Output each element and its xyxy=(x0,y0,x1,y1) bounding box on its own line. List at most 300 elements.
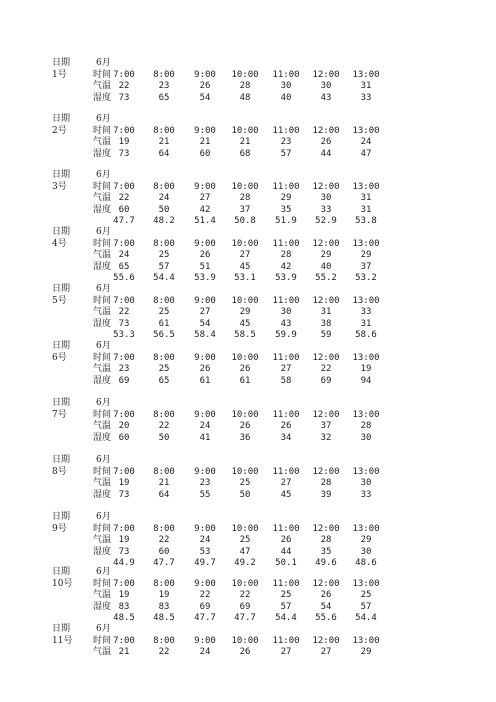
temp-cell: 28 xyxy=(320,478,332,489)
temp-cell: 37 xyxy=(320,421,332,432)
temp-cell: 30 xyxy=(360,478,372,489)
time-cell: 10:00 xyxy=(231,635,259,646)
humidity-cell: 54 xyxy=(199,92,211,103)
humidity-cell: 57 xyxy=(360,601,372,612)
day-label: 1号 xyxy=(52,69,67,80)
temp-cell: 29 xyxy=(320,250,332,261)
temp-cell: 21 xyxy=(118,647,130,658)
temp-cell: 21 xyxy=(158,478,170,489)
month-label: 6月 xyxy=(96,170,111,180)
extra-value-cell: 49.2 xyxy=(234,558,256,569)
temp-cell: 27 xyxy=(199,307,211,318)
humidity-cell: 32 xyxy=(320,432,332,443)
humidity-cell: 42 xyxy=(199,204,211,215)
day-label: 3号 xyxy=(52,181,67,192)
humidity-row-label: 湿度 xyxy=(93,375,112,386)
date-label: 日期 xyxy=(52,512,71,522)
time-cell: 13:00 xyxy=(352,238,380,249)
extra-value-cell: 51.9 xyxy=(275,216,297,227)
time-row-label: 时间 xyxy=(93,125,112,136)
temp-cell: 19 xyxy=(118,478,130,489)
temp-cell: 25 xyxy=(158,307,170,318)
time-cell: 13:00 xyxy=(352,523,380,534)
extra-value-cell: 47.7 xyxy=(113,216,135,227)
temp-cell: 19 xyxy=(360,364,372,375)
day-label: 8号 xyxy=(52,466,67,477)
temp-cell: 25 xyxy=(280,590,292,601)
temp-cell: 28 xyxy=(239,193,251,204)
humidity-cell: 69 xyxy=(199,601,211,612)
temp-cell: 21 xyxy=(158,137,170,148)
humidity-row-label: 湿度 xyxy=(93,546,112,557)
time-cell: 11:00 xyxy=(272,69,300,80)
temp-cell: 24 xyxy=(199,421,211,432)
humidity-cell: 43 xyxy=(280,318,292,329)
temp-cell: 27 xyxy=(199,193,211,204)
month-label: 6月 xyxy=(96,512,111,522)
temp-cell: 29 xyxy=(239,307,251,318)
humidity-cell: 94 xyxy=(360,375,372,386)
time-cell: 11:00 xyxy=(272,466,300,477)
temp-cell: 28 xyxy=(280,250,292,261)
temp-cell: 25 xyxy=(158,250,170,261)
humidity-cell: 50 xyxy=(158,204,170,215)
temp-cell: 23 xyxy=(280,137,292,148)
humidity-cell: 57 xyxy=(158,261,170,272)
time-cell: 7:00 xyxy=(113,352,135,363)
temp-row-label: 气温 xyxy=(93,193,112,204)
temp-cell: 26 xyxy=(239,647,251,658)
temp-cell: 27 xyxy=(280,478,292,489)
time-cell: 7:00 xyxy=(113,181,135,192)
time-cell: 7:00 xyxy=(113,523,135,534)
date-label: 日期 xyxy=(52,341,71,351)
time-cell: 13:00 xyxy=(352,466,380,477)
time-cell: 12:00 xyxy=(312,238,340,249)
humidity-row-label: 湿度 xyxy=(93,432,112,443)
time-cell: 7:00 xyxy=(113,295,135,306)
time-cell: 9:00 xyxy=(194,125,216,136)
temp-cell: 29 xyxy=(360,250,372,261)
humidity-cell: 60 xyxy=(118,204,130,215)
time-row-label: 时间 xyxy=(93,69,112,80)
temp-row-label: 气温 xyxy=(93,307,112,318)
temp-cell: 31 xyxy=(360,193,372,204)
extra-value-cell: 58.4 xyxy=(194,330,216,341)
temp-cell: 25 xyxy=(360,590,372,601)
time-cell: 10:00 xyxy=(231,181,259,192)
humidity-cell: 33 xyxy=(320,204,332,215)
humidity-cell: 50 xyxy=(239,489,251,500)
month-label: 6月 xyxy=(96,284,111,294)
month-label: 6月 xyxy=(96,114,111,124)
humidity-row-label: 湿度 xyxy=(93,148,112,159)
time-cell: 11:00 xyxy=(272,635,300,646)
extra-value-cell: 49.6 xyxy=(315,558,337,569)
extra-value-cell: 51.4 xyxy=(194,216,216,227)
extra-value-cell: 53.9 xyxy=(275,273,297,284)
time-cell: 12:00 xyxy=(312,578,340,589)
humidity-cell: 34 xyxy=(280,432,292,443)
time-cell: 7:00 xyxy=(113,409,135,420)
humidity-cell: 38 xyxy=(320,318,332,329)
temp-cell: 27 xyxy=(320,647,332,658)
extra-value-cell: 48.2 xyxy=(153,216,175,227)
extra-value-cell: 58.5 xyxy=(234,330,256,341)
date-label: 日期 xyxy=(52,284,71,294)
time-row-label: 时间 xyxy=(93,578,112,589)
humidity-cell: 42 xyxy=(280,261,292,272)
humidity-cell: 73 xyxy=(118,318,130,329)
humidity-cell: 64 xyxy=(158,489,170,500)
time-cell: 10:00 xyxy=(231,352,259,363)
temp-cell: 24 xyxy=(118,250,130,261)
time-cell: 11:00 xyxy=(272,125,300,136)
humidity-row-label: 湿度 xyxy=(93,92,112,103)
humidity-cell: 48 xyxy=(239,92,251,103)
humidity-cell: 60 xyxy=(158,546,170,557)
temp-cell: 26 xyxy=(239,364,251,375)
temp-cell: 26 xyxy=(199,364,211,375)
temp-cell: 24 xyxy=(199,535,211,546)
time-cell: 13:00 xyxy=(352,125,380,136)
temp-cell: 25 xyxy=(158,364,170,375)
humidity-cell: 44 xyxy=(280,546,292,557)
humidity-cell: 69 xyxy=(239,601,251,612)
time-cell: 12:00 xyxy=(312,409,340,420)
time-cell: 10:00 xyxy=(231,578,259,589)
humidity-cell: 50 xyxy=(158,432,170,443)
month-label: 6月 xyxy=(96,455,111,465)
humidity-cell: 47 xyxy=(239,546,251,557)
temp-cell: 28 xyxy=(320,535,332,546)
humidity-cell: 83 xyxy=(158,601,170,612)
time-cell: 10:00 xyxy=(231,466,259,477)
time-cell: 12:00 xyxy=(312,466,340,477)
time-cell: 13:00 xyxy=(352,69,380,80)
time-cell: 10:00 xyxy=(231,295,259,306)
time-cell: 7:00 xyxy=(113,69,135,80)
time-row-label: 时间 xyxy=(93,466,112,477)
time-cell: 9:00 xyxy=(194,181,216,192)
humidity-cell: 61 xyxy=(199,375,211,386)
humidity-cell: 65 xyxy=(158,92,170,103)
temp-cell: 31 xyxy=(360,81,372,92)
time-cell: 13:00 xyxy=(352,295,380,306)
humidity-cell: 30 xyxy=(360,546,372,557)
time-row-label: 时间 xyxy=(93,352,112,363)
time-cell: 12:00 xyxy=(312,635,340,646)
time-cell: 10:00 xyxy=(231,238,259,249)
extra-value-cell: 53.8 xyxy=(355,216,377,227)
time-cell: 12:00 xyxy=(312,352,340,363)
humidity-cell: 65 xyxy=(158,375,170,386)
humidity-cell: 69 xyxy=(118,375,130,386)
temp-cell: 22 xyxy=(118,193,130,204)
temp-cell: 31 xyxy=(320,307,332,318)
day-label: 2号 xyxy=(52,125,67,136)
extra-value-cell: 52.9 xyxy=(315,216,337,227)
humidity-row-label: 湿度 xyxy=(93,489,112,500)
temp-row-label: 气温 xyxy=(93,478,112,489)
temp-cell: 22 xyxy=(158,535,170,546)
temp-cell: 19 xyxy=(158,590,170,601)
humidity-cell: 55 xyxy=(199,489,211,500)
humidity-cell: 61 xyxy=(158,318,170,329)
temp-cell: 21 xyxy=(239,137,251,148)
temp-cell: 21 xyxy=(199,137,211,148)
extra-value-cell: 44.9 xyxy=(113,558,135,569)
extra-value-cell: 55.6 xyxy=(113,273,135,284)
humidity-row-label: 湿度 xyxy=(93,318,112,329)
temp-cell: 19 xyxy=(118,535,130,546)
temp-cell: 22 xyxy=(118,81,130,92)
temp-row-label: 气温 xyxy=(93,364,112,375)
extra-value-cell: 49.7 xyxy=(194,558,216,569)
time-row-label: 时间 xyxy=(93,409,112,420)
humidity-cell: 73 xyxy=(118,92,130,103)
time-cell: 9:00 xyxy=(194,295,216,306)
extra-value-cell: 55.6 xyxy=(315,613,337,624)
temp-cell: 22 xyxy=(118,307,130,318)
time-cell: 12:00 xyxy=(312,125,340,136)
time-cell: 12:00 xyxy=(312,523,340,534)
time-cell: 7:00 xyxy=(113,238,135,249)
time-cell: 13:00 xyxy=(352,181,380,192)
humidity-cell: 37 xyxy=(239,204,251,215)
humidity-cell: 54 xyxy=(320,601,332,612)
temp-row-label: 气温 xyxy=(93,535,112,546)
date-label: 日期 xyxy=(52,170,71,180)
humidity-cell: 35 xyxy=(320,546,332,557)
humidity-cell: 60 xyxy=(118,432,130,443)
temp-cell: 25 xyxy=(239,535,251,546)
day-label: 10号 xyxy=(52,578,73,589)
humidity-cell: 39 xyxy=(320,489,332,500)
temp-cell: 23 xyxy=(158,81,170,92)
day-label: 5号 xyxy=(52,295,67,306)
humidity-cell: 33 xyxy=(360,489,372,500)
day-label: 4号 xyxy=(52,238,67,249)
temp-cell: 25 xyxy=(239,478,251,489)
time-cell: 9:00 xyxy=(194,352,216,363)
temp-cell: 23 xyxy=(118,364,130,375)
temp-row-label: 气温 xyxy=(93,590,112,601)
temp-cell: 28 xyxy=(239,81,251,92)
time-cell: 8:00 xyxy=(153,238,175,249)
day-label: 7号 xyxy=(52,409,67,420)
day-label: 11号 xyxy=(52,635,73,646)
temp-cell: 22 xyxy=(158,647,170,658)
time-cell: 11:00 xyxy=(272,523,300,534)
time-cell: 9:00 xyxy=(194,409,216,420)
humidity-row-label: 湿度 xyxy=(93,204,112,215)
temp-row-label: 气温 xyxy=(93,421,112,432)
time-cell: 12:00 xyxy=(312,295,340,306)
humidity-cell: 73 xyxy=(118,546,130,557)
temp-cell: 30 xyxy=(320,193,332,204)
humidity-cell: 68 xyxy=(239,148,251,159)
temp-cell: 22 xyxy=(320,364,332,375)
humidity-cell: 45 xyxy=(239,261,251,272)
temp-cell: 26 xyxy=(280,535,292,546)
date-label: 日期 xyxy=(52,455,71,465)
humidity-cell: 53 xyxy=(199,546,211,557)
humidity-cell: 60 xyxy=(199,148,211,159)
time-cell: 7:00 xyxy=(113,125,135,136)
humidity-cell: 51 xyxy=(199,261,211,272)
extra-value-cell: 48.5 xyxy=(153,613,175,624)
humidity-cell: 40 xyxy=(280,92,292,103)
date-label: 日期 xyxy=(52,114,71,124)
temp-row-label: 气温 xyxy=(93,250,112,261)
time-cell: 8:00 xyxy=(153,466,175,477)
time-cell: 10:00 xyxy=(231,69,259,80)
time-row-label: 时间 xyxy=(93,181,112,192)
month-label: 6月 xyxy=(96,567,111,577)
time-cell: 10:00 xyxy=(231,523,259,534)
time-cell: 12:00 xyxy=(312,181,340,192)
humidity-cell: 33 xyxy=(360,92,372,103)
humidity-cell: 35 xyxy=(280,204,292,215)
time-cell: 11:00 xyxy=(272,578,300,589)
time-cell: 8:00 xyxy=(153,523,175,534)
time-cell: 9:00 xyxy=(194,635,216,646)
temp-cell: 27 xyxy=(280,647,292,658)
extra-value-cell: 54.4 xyxy=(153,273,175,284)
temp-row-label: 气温 xyxy=(93,81,112,92)
temp-cell: 22 xyxy=(239,590,251,601)
time-cell: 11:00 xyxy=(272,409,300,420)
extra-value-cell: 50.8 xyxy=(234,216,256,227)
time-cell: 10:00 xyxy=(231,125,259,136)
temp-cell: 29 xyxy=(360,647,372,658)
temp-cell: 22 xyxy=(158,421,170,432)
humidity-cell: 65 xyxy=(118,261,130,272)
time-cell: 8:00 xyxy=(153,69,175,80)
time-cell: 7:00 xyxy=(113,466,135,477)
humidity-cell: 30 xyxy=(360,432,372,443)
temp-row-label: 气温 xyxy=(93,137,112,148)
extra-value-cell: 50.1 xyxy=(275,558,297,569)
humidity-row-label: 湿度 xyxy=(93,261,112,272)
time-cell: 9:00 xyxy=(194,523,216,534)
humidity-cell: 31 xyxy=(360,204,372,215)
temp-cell: 27 xyxy=(280,364,292,375)
extra-value-cell: 47.7 xyxy=(153,558,175,569)
extra-value-cell: 53.3 xyxy=(113,330,135,341)
humidity-cell: 57 xyxy=(280,601,292,612)
time-cell: 8:00 xyxy=(153,578,175,589)
temp-row-label: 气温 xyxy=(93,647,112,658)
temp-cell: 26 xyxy=(199,250,211,261)
date-label: 日期 xyxy=(52,58,71,68)
humidity-cell: 69 xyxy=(320,375,332,386)
humidity-cell: 31 xyxy=(360,318,372,329)
time-cell: 9:00 xyxy=(194,69,216,80)
time-row-label: 时间 xyxy=(93,238,112,249)
time-cell: 13:00 xyxy=(352,635,380,646)
extra-value-cell: 58.6 xyxy=(355,330,377,341)
humidity-cell: 43 xyxy=(320,92,332,103)
temp-cell: 24 xyxy=(360,137,372,148)
time-cell: 9:00 xyxy=(194,238,216,249)
temp-cell: 24 xyxy=(158,193,170,204)
time-cell: 8:00 xyxy=(153,181,175,192)
date-label: 日期 xyxy=(52,398,71,408)
extra-value-cell: 47.7 xyxy=(194,613,216,624)
time-cell: 12:00 xyxy=(312,69,340,80)
humidity-cell: 47 xyxy=(360,148,372,159)
time-cell: 9:00 xyxy=(194,466,216,477)
temp-cell: 26 xyxy=(320,137,332,148)
temp-cell: 23 xyxy=(199,478,211,489)
temp-cell: 30 xyxy=(280,81,292,92)
extra-value-cell: 54.4 xyxy=(355,613,377,624)
humidity-cell: 40 xyxy=(320,261,332,272)
temp-cell: 19 xyxy=(118,590,130,601)
temp-cell: 24 xyxy=(199,647,211,658)
month-label: 6月 xyxy=(96,341,111,351)
time-cell: 13:00 xyxy=(352,409,380,420)
extra-value-cell: 47.7 xyxy=(234,613,256,624)
temp-cell: 19 xyxy=(118,137,130,148)
humidity-cell: 73 xyxy=(118,148,130,159)
extra-value-cell: 59.9 xyxy=(275,330,297,341)
day-label: 9号 xyxy=(52,523,67,534)
extra-value-cell: 53.2 xyxy=(355,273,377,284)
time-cell: 7:00 xyxy=(113,578,135,589)
date-label: 日期 xyxy=(52,227,71,237)
time-cell: 8:00 xyxy=(153,352,175,363)
temp-cell: 28 xyxy=(360,421,372,432)
extra-value-cell: 53.9 xyxy=(194,273,216,284)
time-cell: 8:00 xyxy=(153,125,175,136)
temp-cell: 33 xyxy=(360,307,372,318)
humidity-cell: 83 xyxy=(118,601,130,612)
time-cell: 9:00 xyxy=(194,578,216,589)
humidity-cell: 36 xyxy=(239,432,251,443)
time-cell: 11:00 xyxy=(272,238,300,249)
humidity-row-label: 湿度 xyxy=(93,601,112,612)
temp-cell: 22 xyxy=(199,590,211,601)
time-cell: 13:00 xyxy=(352,352,380,363)
date-label: 日期 xyxy=(52,624,71,634)
month-label: 6月 xyxy=(96,227,111,237)
time-cell: 11:00 xyxy=(272,352,300,363)
time-cell: 11:00 xyxy=(272,181,300,192)
temp-cell: 27 xyxy=(239,250,251,261)
humidity-cell: 44 xyxy=(320,148,332,159)
time-row-label: 时间 xyxy=(93,635,112,646)
temp-cell: 29 xyxy=(280,193,292,204)
date-label: 日期 xyxy=(52,567,71,577)
day-label: 6号 xyxy=(52,352,67,363)
humidity-cell: 73 xyxy=(118,489,130,500)
temp-cell: 29 xyxy=(360,535,372,546)
time-cell: 8:00 xyxy=(153,295,175,306)
month-label: 6月 xyxy=(96,398,111,408)
month-label: 6月 xyxy=(96,58,111,68)
humidity-cell: 45 xyxy=(280,489,292,500)
temp-cell: 30 xyxy=(320,81,332,92)
time-cell: 8:00 xyxy=(153,409,175,420)
time-row-label: 时间 xyxy=(93,295,112,306)
humidity-cell: 57 xyxy=(280,148,292,159)
temp-cell: 26 xyxy=(239,421,251,432)
humidity-cell: 64 xyxy=(158,148,170,159)
humidity-cell: 58 xyxy=(280,375,292,386)
